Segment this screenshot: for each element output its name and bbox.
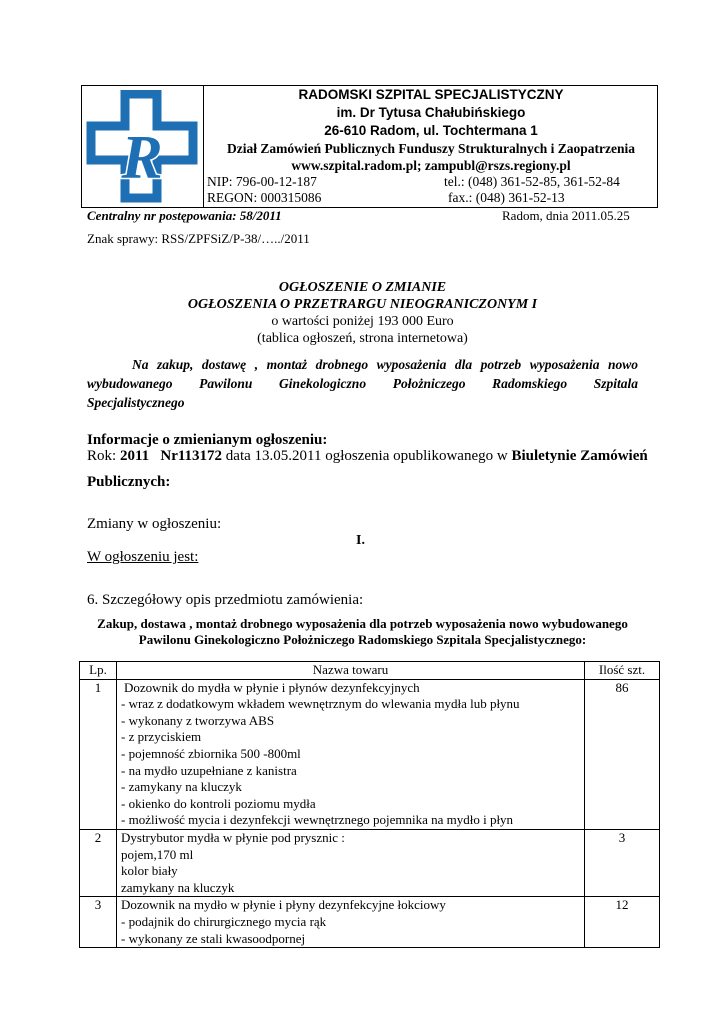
section-6-sub-1: Zakup, dostawa , montaż drobnego wyposażenia dla potrzeb wyposażenia nowo wybudowanego bbox=[97, 616, 628, 631]
announcement-number: Nr113172 bbox=[160, 448, 223, 464]
rok-value: 2011 bbox=[119, 448, 150, 464]
hospital-patron: im. Dr Tytusa Chałubińskiego bbox=[336, 105, 526, 120]
rok-label: Rok: bbox=[87, 448, 120, 464]
bulletin-name-cont: Publicznych: bbox=[87, 474, 171, 490]
regon: REGON: 000315086 bbox=[207, 190, 322, 205]
fax: fax.: (048) 361-52-13 bbox=[448, 190, 565, 205]
table-row bbox=[80, 829, 660, 896]
table-row bbox=[80, 897, 660, 948]
row-line: Dozownik do mydła w płynie i płynów dezynfekcyjnych bbox=[124, 679, 420, 695]
row-line: - wykonany ze stali kwasoodpornej bbox=[121, 930, 306, 946]
title-line-4: (tablica ogłoszeń, strona internetowa) bbox=[257, 331, 468, 346]
items-table bbox=[79, 661, 660, 948]
row-line: - podajnik do chirurgicznego mycia rąk bbox=[121, 913, 327, 929]
row-lp: 3 bbox=[80, 897, 117, 948]
row-line: - możliwość mycia i dezynfekcji wewnętrznego pojemnika na mydło i płyn bbox=[121, 812, 514, 828]
web-email: www.szpital.radom.pl; zampubl@rszs.regiony.pl bbox=[291, 158, 571, 173]
row-description bbox=[117, 829, 585, 896]
row-line: - pojemność zbiornika 500 -800ml bbox=[121, 745, 301, 761]
hospital-name: RADOMSKI SZPITAL SPECJALISTYCZNY bbox=[298, 87, 564, 102]
info-heading: Informacje o zmienianym ogłoszeniu: bbox=[87, 432, 328, 448]
subject-line-3: Specjalistycznego bbox=[87, 395, 185, 410]
row-line: - z przyciskiem bbox=[121, 729, 202, 745]
row-qty: 86 bbox=[585, 679, 660, 829]
subject-paragraph bbox=[87, 355, 638, 412]
row-description bbox=[117, 897, 585, 948]
logo-cell bbox=[82, 86, 204, 207]
hospital-address: 26-610 Radom, ul. Tochtermana 1 bbox=[324, 123, 538, 138]
reference-number: Znak sprawy: RSS/ZPFSiZ/P-38/…../2011 bbox=[87, 231, 310, 246]
row-qty: 12 bbox=[585, 897, 660, 948]
row-line: - wykonany z tworzywa ABS bbox=[121, 712, 275, 728]
case-number: Centralny nr postępowania: 58/2011 bbox=[87, 208, 282, 223]
info-date-text: data 13.05.2011 ogłoszenia opublikowanego w bbox=[222, 448, 512, 464]
row-line: pojem,170 ml bbox=[121, 846, 194, 862]
row-line: Dystrybutor mydła w płynie pod prysznic : bbox=[121, 829, 345, 845]
place-date: Radom, dnia 2011.05.25 bbox=[502, 208, 630, 223]
header-box bbox=[81, 85, 658, 208]
title-line-3: o wartości poniżej 193 000 Euro bbox=[271, 314, 454, 329]
subject-line-1: Na zakup, dostawę , montaż drobnego wyposażenia dla potrzeb wyposażenia nowo bbox=[132, 357, 638, 372]
nip: NIP: 796-00-12-187 bbox=[207, 174, 317, 189]
title-line-2: OGŁOSZENIA O PRZETRARGU NIEOGRANICZONYM I bbox=[187, 297, 538, 312]
section-6-heading: 6. Szczegółowy opis przedmiotu zamówienia: bbox=[87, 592, 364, 608]
row-line: kolor biały bbox=[121, 863, 178, 879]
row-line: - okienko do kontroli poziomu mydła bbox=[121, 795, 316, 811]
row-qty: 3 bbox=[585, 829, 660, 896]
subject-line-2: wybudowanego Pawilonu Ginekologiczno Położniczego Radomskiego Szpitala bbox=[87, 376, 638, 391]
header-name: Nazwa towaru bbox=[117, 662, 585, 680]
is-label: W ogłoszeniu jest: bbox=[87, 549, 199, 565]
svg-text:R: R bbox=[121, 124, 163, 192]
row-line: - wraz z dodatkowym wkładem wewnętrznym do wlewania mydła lub płynu bbox=[121, 696, 520, 712]
table-row bbox=[80, 679, 660, 829]
hospital-logo-icon bbox=[85, 90, 199, 204]
row-line: - na mydło uzupełniane z kanistra bbox=[121, 762, 297, 778]
row-description bbox=[117, 679, 585, 829]
department-name: Dział Zamówień Publicznych Funduszy Strukturalnych i Zaopatrzenia bbox=[226, 141, 636, 156]
header-qty: Ilość szt. bbox=[585, 662, 660, 680]
changes-label: Zmiany w ogłoszeniu: bbox=[87, 516, 222, 532]
row-line: zamykany na kluczyk bbox=[121, 879, 235, 895]
row-line: - zamykany na kluczyk bbox=[121, 779, 242, 795]
table-header-row bbox=[80, 662, 660, 680]
row-lp: 1 bbox=[80, 679, 117, 829]
title-line-1: OGŁOSZENIE O ZMIANIE bbox=[278, 280, 447, 295]
header-lp: Lp. bbox=[80, 662, 117, 680]
row-line: Dozownik na mydło w płynie i płyny dezynfekcyjne łokciowy bbox=[121, 897, 446, 913]
info-line bbox=[87, 448, 648, 465]
roman-numeral: I. bbox=[356, 533, 365, 548]
telephone: tel.: (048) 361-52-85, 361-52-84 bbox=[444, 174, 620, 189]
bulletin-name: Biuletynie Zamówień bbox=[511, 448, 648, 464]
row-lp: 2 bbox=[80, 829, 117, 896]
section-6-sub-2: Pawilonu Ginekologiczno Położniczego Radomskiego Szpitala Specjalistycznego: bbox=[138, 632, 587, 647]
